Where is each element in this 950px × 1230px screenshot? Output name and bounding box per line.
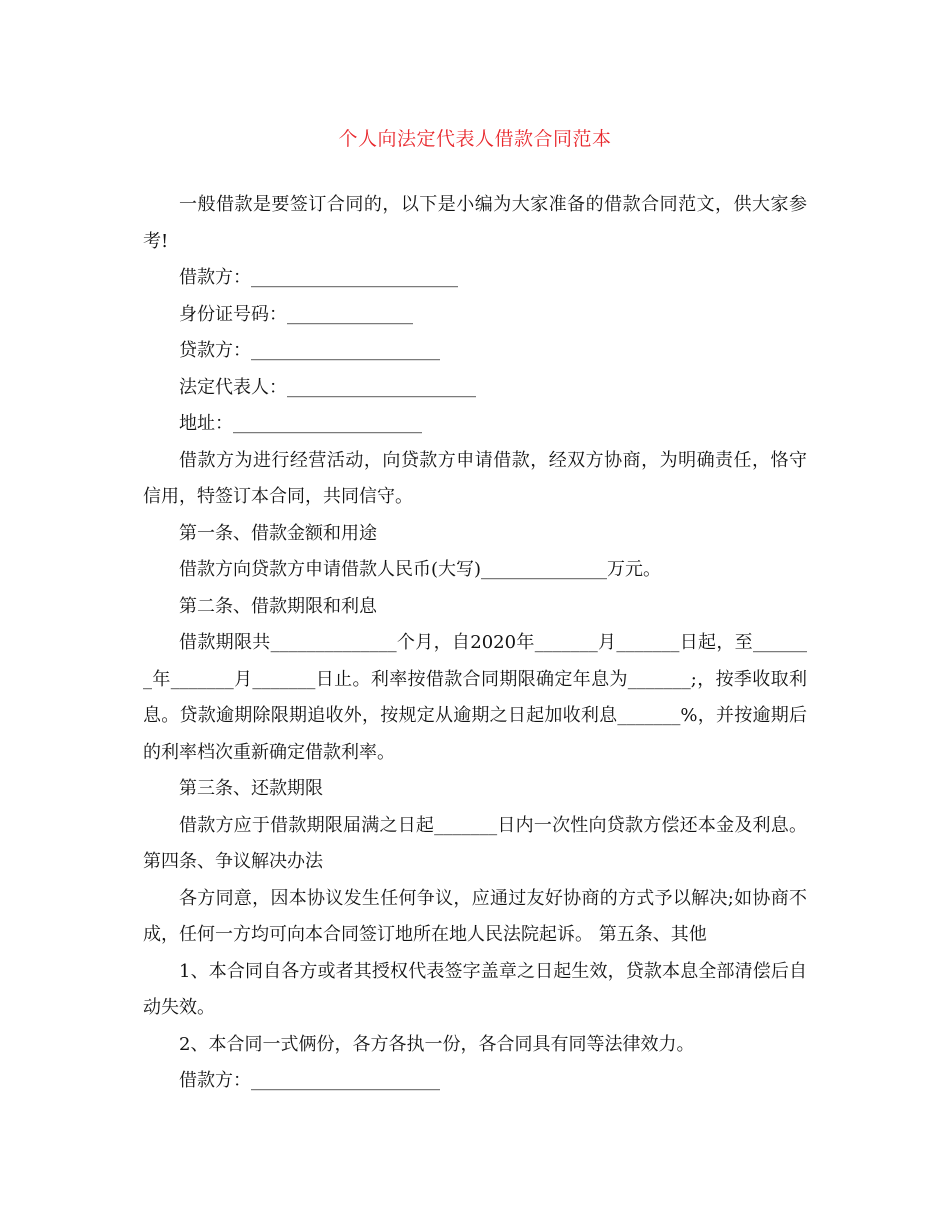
purpose-paragraph: 借款方为进行经营活动，向贷款方申请借款，经双方协商，为明确责任，恪守信用，特签订本合同，共同信守。 [143,449,807,507]
lender-field: 贷款方：_____________________ [179,340,440,361]
article-1-heading: 第一条、借款金额和用途 [179,522,377,544]
article-3-text: 借款方应于借款期限届满之日起_______日内一次性向贷款方偿还本金及利息。 第四条、争议解决办法 [143,814,813,872]
borrower-field: 借款方：_______________________ [179,267,458,288]
address-field: 地址：_____________________ [179,413,422,434]
document-body [143,187,813,1100]
article-4-text: 各方同意，因本协议发生任何争议，应通过友好协商的方式予以解决;如协商不成，任何一方均可向本合同签订地所在地人民法院起诉。 第五条、其他 [143,887,807,945]
clause-2: 2、本合同一式俩份，各方各执一份，各合同具有同等法律效力。 [179,1033,695,1055]
id-number-field: 身份证号码：______________ [179,303,413,325]
intro-paragraph: 一般借款是要签订合同的，以下是小编为大家准备的借款合同范文，供大家参考! [143,194,807,252]
article-3-heading: 第三条、还款期限 [179,778,323,799]
article-2-text: 借款期限共______________个月，自2020年_______月_______日起，至_______年_______月_______日止。利率按借款合同期限确定年息为_______;，按季收取利息。贷款逾期除限期追收外，按规定从逾期之日起加收利息_______%，并按逾期后的利率档次重新确定借款利率。 [143,632,807,763]
legal-representative-field: 法定代表人：_____________________ [179,376,476,398]
clause-1: 1、本合同自各方或者其授权代表签字盖章之日起生效，贷款本息全部清偿后自动失效。 [143,960,807,1018]
article-2-heading: 第二条、借款期限和利息 [179,595,377,617]
article-1-text: 借款方向贷款方申请借款人民币(大写)______________万元。 [179,559,662,580]
borrower-signature-field: 借款方：_____________________ [179,1070,440,1091]
document-title: 个人向法定代表人借款合同范本 [338,128,612,150]
